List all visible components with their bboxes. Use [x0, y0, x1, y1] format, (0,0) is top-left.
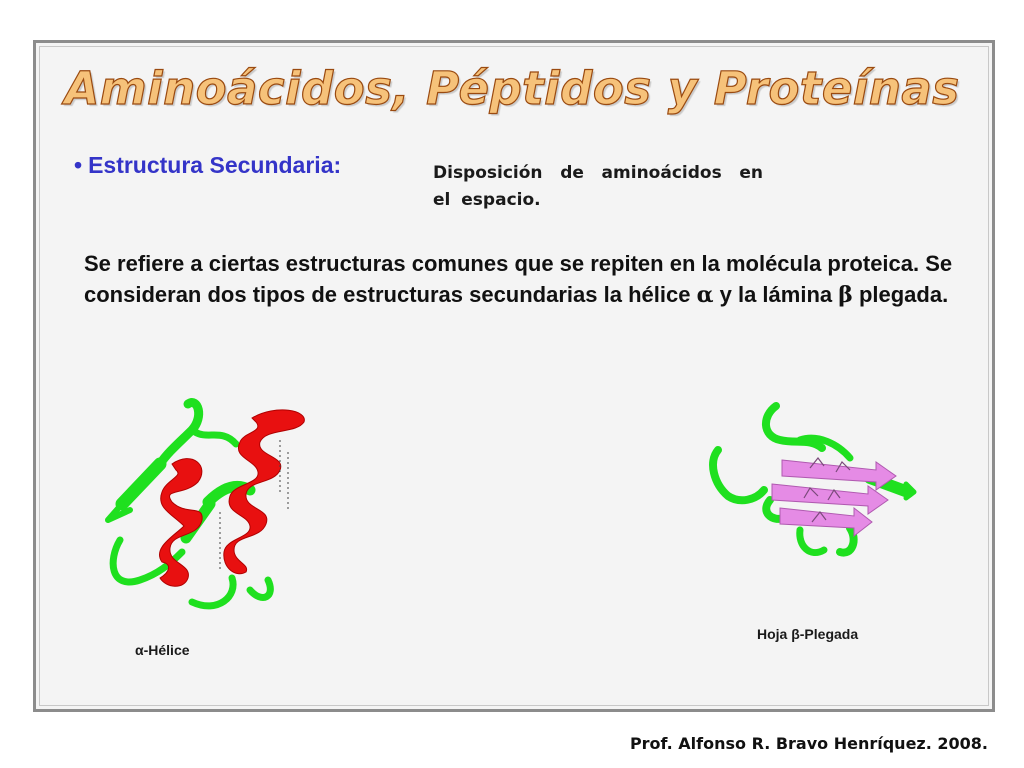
definition-text: Disposición de aminoácidos en el espacio.: [433, 163, 763, 210]
beta-symbol: β: [838, 282, 853, 308]
alpha-helix-image: [100, 392, 320, 622]
description-paragraph: [84, 248, 964, 311]
subtitle-text: Estructura Secundaria:: [88, 152, 342, 178]
paragraph-part-2: y la lámina: [713, 282, 839, 307]
subtitle: [74, 152, 341, 179]
alpha-helix-caption: α-Hélice: [135, 642, 190, 658]
bullet-icon: •: [74, 152, 83, 178]
beta-sheet-image: [700, 400, 920, 570]
paragraph-part-1: Se refiere a ciertas estructuras comunes que se repiten en la molécula proteica. Se consideran dos tipos de estructuras secundarias la hélice: [84, 251, 953, 307]
paragraph-part-3: plegada.: [852, 282, 949, 307]
beta-sheet-caption: Hoja β-Plegada: [757, 626, 859, 642]
alpha-symbol: α: [696, 282, 714, 308]
slide-title: Aminoácidos, Péptidos y Proteínas: [64, 62, 960, 115]
author-footer: Prof. Alfonso R. Bravo Henríquez. 2008.: [629, 734, 988, 753]
